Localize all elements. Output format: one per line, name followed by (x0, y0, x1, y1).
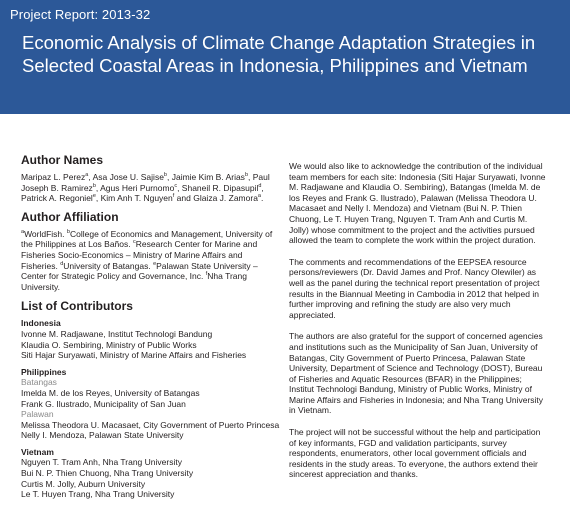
author-affiliation-heading: Author Affiliation (21, 209, 119, 224)
region-label: Palawan (21, 409, 54, 420)
author-affil-mark: b (244, 172, 248, 179)
affiliation-text: WorldFish. (24, 228, 65, 239)
report-title-line-2: Selected Coastal Areas in Indonesia, Philippines and Vietnam (22, 55, 528, 76)
country-label: Vietnam (21, 446, 54, 457)
contributor-line: Melissa Theodora U. Macasaet, City Government of Puerto Princesa (21, 419, 280, 430)
contributors-vietnam (21, 447, 281, 500)
affil-mark: a (21, 228, 25, 235)
author-affil-mark: d (258, 182, 262, 189)
author-affil-mark: f (172, 193, 175, 200)
country-label: Indonesia (21, 318, 61, 329)
affiliation-text: Research Center for Marine and Fisheries Socio-Economics – Ministry of Marine Affairs and Fisheries. (21, 239, 258, 271)
contributor-line: Nguyen T. Tram Anh, Nha Trang University (21, 457, 182, 468)
contributor-line: Ivonne M. Radjawane, Institut Technologi Bandung (21, 328, 213, 339)
report-number: Project Report: 2013-32 (10, 7, 151, 22)
contributor-line: Siti Hajar Suryawati, Ministry of Marine Affairs and Fisheries (21, 350, 247, 361)
affil-mark: d (60, 260, 64, 267)
author-name: Shaneil R. Dipasupil (181, 182, 259, 193)
author-name: Agus Heri Purnomo (100, 182, 175, 193)
report-header (0, 0, 570, 114)
author-list: Maripaz L. Perez$^a$, Asa Jose U. Sajise$^b$, Jaimie Kim B. Arias$^b$, Paul Joseph B. Ramirez$^b$, Agus Heri Purnomo$^c$, Shaneil R. Dipasupil$^d$, Patrick A. Regoniel$^e$, Kim Anh T. Nguyen$^f$ and Glaiza J. Zamora$^a$. (21, 172, 270, 204)
region-label: Batangas (21, 377, 57, 388)
affil-mark: c (133, 239, 136, 246)
acknowledgement-paragraph: We would also like to acknowledge the contribution of the individual team members for each site: Indonesia (Siti Hajar Suryawati, Ivonne M. Radjawane and Klaudia O. Sembiring), Batangas (Imelda M. de los Reyes and Frank G. Ilustrado), Palawan (Melissa Theodora U. Macasaet and Nelly I. Mendoza) and Vietnam (Bui N. P. Thien Chuong, Le T. Huyen Trang, Nguyen T. Tram Anh and Curtis M. Jolly) whose commitment to the project and the activities pursued allowed the team to complete the work within the project duration. (289, 161, 546, 246)
acknowledgement-paragraph: The authors are also grateful for the support of concerned agencies and institutions such as the Municipality of San Juan, University of Batangas, City Government of Puerto Princesa, Palawan State University, Department of Science and Technology (DOST), Bureau of Fisheries and Aquatic Resources (BFAR) in the Philippines; Institut Technologi Bandung, Ministry of Public Works, Ministry of Marine Affairs and Fisheries in Indonesia; and Nha Trang University in Vietnam. (289, 331, 544, 416)
country-label: Philippines (21, 366, 67, 377)
contributor-line: Le T. Huyen Trang, Nha Trang University (21, 489, 175, 500)
affiliation-text: College of Economics and Management, University of the Philippines at Los Baños. (21, 228, 273, 250)
author-affil-mark: a (257, 193, 261, 200)
affiliation-text: Palawan State University – Center for Strategic Policy and Governance, Inc. (21, 260, 258, 282)
left-column (21, 153, 281, 506)
author-name: Jaimie Kim B. Arias (171, 172, 245, 182)
author-names-heading: Author Names (21, 153, 104, 167)
contributor-line: Bui N. P. Thien Chuong, Nha Trang University (21, 468, 194, 479)
acknowledgement-paragraph: The comments and recommendations of the EEPSEA resource persons/reviewers (Dr. David James and Prof. Nancy Olewiler) as well as the panel during the technical report presentation of project results in the Biannual Meeting in Cambodia in 2012 that helped in further improving and refining the study are also very much appreciated. (289, 256, 540, 320)
acknowledgement-paragraph: The project will not be successful without the help and participation of key informants, FGD and validation participants, survey respondents, enumerators, other local government officials and residents in the study areas. To everyone, the authors extend their sincerest appreciation and thanks. (289, 427, 541, 480)
contributors-heading: List of Contributors (21, 299, 133, 314)
affil-mark: f (205, 271, 208, 278)
affiliation-text: University of Batangas. (63, 260, 151, 271)
affil-mark: e (153, 260, 157, 267)
contributor-line: Curtis M. Jolly, Auburn University (21, 478, 146, 489)
author-name: Kim Anh T. Nguyen (100, 193, 173, 204)
contributor-line: Klaudia O. Sembiring, Ministry of Public Works (21, 339, 197, 350)
author-name: Patrick A. Regoniel (21, 193, 93, 204)
acknowledgements-column (289, 161, 547, 491)
author-affil-mark: e (92, 193, 96, 200)
author-name: Glaiza J. Zamora (193, 193, 258, 204)
contributors-philippines (21, 367, 281, 441)
contributor-line: Imelda M. de los Reyes, University of Batangas (21, 387, 200, 398)
author-name: Paul Joseph B. Ramirez (21, 172, 270, 193)
affiliation-list (21, 229, 281, 293)
contributor-line: Frank G. Ilustrado, Municipality of San Juan (21, 398, 186, 409)
author-affil-mark: c (174, 182, 178, 189)
author-name: Asa Jose U. Sajise (92, 172, 164, 182)
author-affil-mark: b (92, 182, 96, 189)
affil-mark: b (66, 228, 70, 235)
author-affil-mark: b (163, 172, 167, 179)
contributors-indonesia (21, 318, 281, 360)
author-name: Maripaz L. Perez (21, 172, 86, 182)
report-title-line-1: Economic Analysis of Climate Change Adaptation Strategies in (22, 32, 536, 53)
report-title (22, 31, 562, 77)
contributor-line: Nelly I. Mendoza, Palawan State University (21, 430, 184, 441)
affiliation-text: Nha Trang University. (21, 271, 247, 292)
author-affil-mark: a (85, 172, 89, 179)
